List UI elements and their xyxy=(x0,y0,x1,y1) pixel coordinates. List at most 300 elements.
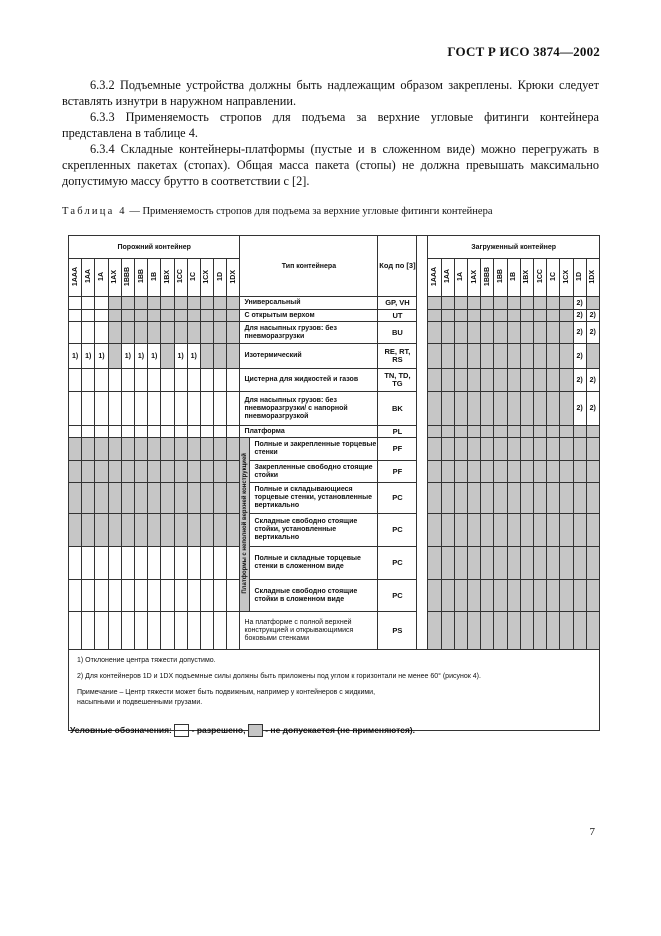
left-cell xyxy=(214,438,227,461)
right-cell xyxy=(468,514,481,547)
right-cell xyxy=(481,392,494,426)
table-notes xyxy=(69,650,600,731)
left-cell xyxy=(121,322,134,344)
right-col-label: 1BX xyxy=(523,269,531,284)
left-cell xyxy=(148,310,161,322)
left-col-label: 1CC xyxy=(177,269,185,284)
left-cell xyxy=(214,310,227,322)
left-cell xyxy=(174,297,187,310)
right-cell xyxy=(547,438,560,461)
table-caption-label: Таблица 4 xyxy=(62,206,127,217)
right-cell xyxy=(573,426,586,438)
left-cell xyxy=(121,426,134,438)
right-cell xyxy=(533,612,546,650)
right-cell xyxy=(533,322,546,344)
right-cell xyxy=(520,580,533,612)
left-cell xyxy=(69,297,82,310)
left-cell xyxy=(214,344,227,369)
left-cell xyxy=(174,547,187,580)
right-cell xyxy=(468,461,481,483)
left-cell xyxy=(108,547,121,580)
container-type-name: Полные и складывающиеся торцевые стенки, установленные вертикально xyxy=(250,483,378,514)
left-cell: 1) xyxy=(82,344,95,369)
left-col-header xyxy=(161,259,174,297)
right-col-label: 1CC xyxy=(536,269,544,284)
right-cell xyxy=(494,344,507,369)
left-col-header xyxy=(95,259,108,297)
right-cell xyxy=(454,369,467,392)
right-cell xyxy=(428,580,441,612)
left-cell xyxy=(121,392,134,426)
left-cell xyxy=(134,461,147,483)
right-cell xyxy=(441,344,454,369)
left-cell xyxy=(95,392,108,426)
left-col-header xyxy=(82,259,95,297)
left-cell xyxy=(200,426,213,438)
right-cell xyxy=(454,322,467,344)
left-cell xyxy=(82,426,95,438)
left-cell xyxy=(82,580,95,612)
loaded-container-header: Загруженный контейнер xyxy=(428,236,599,259)
left-cell xyxy=(95,547,108,580)
table-caption-text: — Применяемость стропов для подъема за верхние угловые фитинги контейнера xyxy=(126,206,493,217)
left-cell xyxy=(95,612,108,650)
container-type-name: Закрепленные свободно стоящие стойки xyxy=(250,461,378,483)
right-cell xyxy=(573,580,586,612)
left-cell xyxy=(69,369,82,392)
left-cell xyxy=(187,514,200,547)
left-cell xyxy=(134,514,147,547)
left-cell xyxy=(161,438,174,461)
container-code: PC xyxy=(378,483,417,514)
left-cell xyxy=(69,392,82,426)
right-cell xyxy=(533,310,546,322)
left-cell xyxy=(227,547,240,580)
right-cell xyxy=(533,344,546,369)
right-cell xyxy=(533,580,546,612)
left-cell xyxy=(161,612,174,650)
left-cell xyxy=(200,297,213,310)
left-cell xyxy=(200,461,213,483)
right-cell xyxy=(507,426,520,438)
left-cell xyxy=(134,297,147,310)
container-type-name: С открытым верхом xyxy=(240,310,378,322)
right-cell xyxy=(533,438,546,461)
left-cell xyxy=(227,344,240,369)
right-cell xyxy=(468,344,481,369)
right-cell xyxy=(468,369,481,392)
right-cell xyxy=(507,392,520,426)
left-cell xyxy=(174,612,187,650)
left-cell xyxy=(161,322,174,344)
left-cell xyxy=(69,438,82,461)
right-cell xyxy=(494,392,507,426)
left-cell xyxy=(200,580,213,612)
left-cell xyxy=(161,461,174,483)
left-cell xyxy=(227,322,240,344)
left-cell xyxy=(121,547,134,580)
left-cell xyxy=(82,297,95,310)
left-cell xyxy=(187,483,200,514)
right-col-label: 1B xyxy=(510,272,518,281)
right-col-label: 1BBB xyxy=(483,266,491,287)
right-cell xyxy=(428,344,441,369)
container-code: RE, RT, RS xyxy=(378,344,417,369)
right-cell xyxy=(468,438,481,461)
page-number: 7 xyxy=(589,826,595,838)
left-cell: 1) xyxy=(148,344,161,369)
left-cell xyxy=(161,392,174,426)
left-cell xyxy=(95,322,108,344)
right-cell xyxy=(560,297,573,310)
platform-group-label xyxy=(240,438,250,612)
right-col-label: 1A xyxy=(457,272,465,281)
left-cell xyxy=(187,580,200,612)
left-cell xyxy=(174,483,187,514)
right-cell xyxy=(520,297,533,310)
right-col-header xyxy=(586,259,599,297)
left-cell xyxy=(108,322,121,344)
right-cell xyxy=(560,580,573,612)
right-cell xyxy=(573,438,586,461)
container-type-name: На платформе с полной верхней конструкцией и открывающимися боковыми стенками xyxy=(240,612,378,650)
container-type-name: Складные свободно стоящие стойки, установленные вертикально xyxy=(250,514,378,547)
container-code: PL xyxy=(378,426,417,438)
right-cell xyxy=(560,310,573,322)
right-cell xyxy=(507,310,520,322)
left-cell xyxy=(108,297,121,310)
left-cell xyxy=(214,369,227,392)
right-cell xyxy=(454,426,467,438)
container-type-header: Тип контейнера xyxy=(240,236,378,297)
container-type-name: Изотермический xyxy=(240,344,378,369)
right-cell xyxy=(547,369,560,392)
left-cell xyxy=(161,483,174,514)
right-cell xyxy=(520,438,533,461)
right-cell xyxy=(441,580,454,612)
right-cell xyxy=(468,322,481,344)
left-cell xyxy=(227,461,240,483)
container-code: PF xyxy=(378,438,417,461)
left-cell xyxy=(82,514,95,547)
right-cell xyxy=(533,461,546,483)
left-cell xyxy=(108,514,121,547)
left-cell xyxy=(227,392,240,426)
left-cell xyxy=(214,483,227,514)
right-cell xyxy=(441,310,454,322)
left-cell xyxy=(95,369,108,392)
right-cell xyxy=(428,297,441,310)
left-cell xyxy=(95,483,108,514)
left-cell xyxy=(200,547,213,580)
left-cell xyxy=(148,514,161,547)
left-cell xyxy=(227,438,240,461)
right-cell xyxy=(507,514,520,547)
right-cell: 2) xyxy=(586,322,599,344)
left-cell xyxy=(95,297,108,310)
right-cell xyxy=(573,483,586,514)
container-type-name: Для насыпных грузов: без пневморазгрузки xyxy=(240,322,378,344)
left-cell xyxy=(121,369,134,392)
left-cell xyxy=(148,426,161,438)
right-cell xyxy=(494,612,507,650)
left-cell xyxy=(161,547,174,580)
left-cell xyxy=(187,310,200,322)
left-cell xyxy=(121,310,134,322)
right-cell xyxy=(586,483,599,514)
right-cell xyxy=(586,514,599,547)
left-col-label: 1AX xyxy=(111,269,119,284)
left-cell xyxy=(214,426,227,438)
right-cell xyxy=(481,297,494,310)
right-cell xyxy=(586,612,599,650)
right-cell xyxy=(428,322,441,344)
right-cell: 2) xyxy=(573,322,586,344)
right-cell xyxy=(533,392,546,426)
left-cell xyxy=(214,612,227,650)
right-cell xyxy=(428,426,441,438)
right-col-header xyxy=(560,259,573,297)
left-cell xyxy=(227,612,240,650)
right-col-header xyxy=(454,259,467,297)
right-cell xyxy=(547,297,560,310)
table-note: Примечание – Центр тяжести может быть подвижным, например у контейнеров с жидкими, xyxy=(77,689,376,696)
right-cell xyxy=(573,547,586,580)
right-cell xyxy=(468,392,481,426)
right-cell xyxy=(481,426,494,438)
left-col-header xyxy=(200,259,213,297)
left-cell: 1) xyxy=(95,344,108,369)
left-cell: 1) xyxy=(174,344,187,369)
left-cell xyxy=(134,438,147,461)
right-cell xyxy=(428,310,441,322)
left-cell xyxy=(214,297,227,310)
left-cell xyxy=(121,438,134,461)
left-cell xyxy=(134,612,147,650)
left-cell xyxy=(121,483,134,514)
right-cell xyxy=(494,369,507,392)
right-cell xyxy=(547,392,560,426)
right-cell: 2) xyxy=(573,297,586,310)
left-cell xyxy=(82,461,95,483)
right-cell xyxy=(573,612,586,650)
right-cell xyxy=(481,612,494,650)
right-cell xyxy=(441,547,454,580)
left-cell xyxy=(187,369,200,392)
left-col-label: 1CX xyxy=(203,269,211,284)
left-cell xyxy=(69,580,82,612)
right-cell xyxy=(428,438,441,461)
left-cell xyxy=(200,322,213,344)
right-cell xyxy=(481,580,494,612)
left-col-label: 1BBB xyxy=(124,266,132,287)
left-cell xyxy=(214,461,227,483)
container-code: PF xyxy=(378,461,417,483)
right-col-label: 1AAA xyxy=(431,266,439,287)
left-cell xyxy=(134,547,147,580)
right-col-label: 1AX xyxy=(470,269,478,284)
legend-denied: - не допускается (не применяются). xyxy=(262,724,416,735)
right-cell xyxy=(494,310,507,322)
container-code: BU xyxy=(378,322,417,344)
right-cell xyxy=(586,580,599,612)
table-note: 1) Отклонение центра тяжести допустимо. xyxy=(77,657,216,664)
right-cell xyxy=(533,547,546,580)
right-cell xyxy=(520,392,533,426)
left-cell xyxy=(187,547,200,580)
right-cell xyxy=(428,392,441,426)
right-cell xyxy=(533,297,546,310)
right-cell xyxy=(468,297,481,310)
left-cell xyxy=(174,392,187,426)
right-cell xyxy=(507,461,520,483)
right-cell xyxy=(441,483,454,514)
left-cell xyxy=(174,580,187,612)
right-cell xyxy=(547,547,560,580)
right-cell xyxy=(547,461,560,483)
left-col-label: 1C xyxy=(190,272,198,281)
left-cell xyxy=(187,297,200,310)
platform-group-text: Платформы с неполной верхней конструкцией xyxy=(241,453,248,594)
right-col-header xyxy=(481,259,494,297)
right-col-header xyxy=(494,259,507,297)
left-cell xyxy=(95,461,108,483)
right-col-header xyxy=(428,259,441,297)
left-cell xyxy=(148,612,161,650)
left-cell xyxy=(134,580,147,612)
right-cell xyxy=(547,580,560,612)
left-cell xyxy=(69,426,82,438)
paragraph-6-3-3: 6.3.3 Применяемость стропов для подъема за верхние угловые фитинги контейнера представлена в таблице 4. xyxy=(62,110,599,140)
left-cell xyxy=(174,322,187,344)
right-cell xyxy=(468,612,481,650)
left-cell xyxy=(187,392,200,426)
right-cell xyxy=(428,514,441,547)
container-code: BK xyxy=(378,392,417,426)
left-cell xyxy=(187,426,200,438)
left-cell xyxy=(161,310,174,322)
right-cell xyxy=(428,547,441,580)
right-cell xyxy=(454,514,467,547)
table-caption xyxy=(62,206,493,217)
container-type-name: Универсальный xyxy=(240,297,378,310)
right-col-label: 1D xyxy=(576,272,584,281)
right-cell xyxy=(560,483,573,514)
left-cell xyxy=(148,461,161,483)
left-cell xyxy=(174,438,187,461)
legend-prefix: Условные обозначения: xyxy=(70,724,172,735)
right-cell xyxy=(586,547,599,580)
left-cell xyxy=(108,612,121,650)
paragraph-6-3-4: 6.3.4 Складные контейнеры-платформы (пустые и в сложенном виде) можно перегружать в скрепленных пакетах (стопах). Общая масса пакета (стопы) не должна превышать максимально допустимую массу брутто в соответствии с [2]. xyxy=(62,142,599,188)
right-cell xyxy=(507,369,520,392)
left-cell xyxy=(161,426,174,438)
left-cell xyxy=(227,483,240,514)
left-cell xyxy=(214,514,227,547)
left-cell xyxy=(108,438,121,461)
left-cell xyxy=(148,322,161,344)
right-cell xyxy=(481,369,494,392)
right-cell xyxy=(468,426,481,438)
left-col-header xyxy=(108,259,121,297)
right-cell xyxy=(547,310,560,322)
left-cell xyxy=(82,438,95,461)
right-cell xyxy=(494,547,507,580)
left-cell xyxy=(200,369,213,392)
right-cell xyxy=(533,514,546,547)
right-cell xyxy=(428,369,441,392)
right-col-header xyxy=(533,259,546,297)
left-cell xyxy=(161,580,174,612)
right-cell xyxy=(441,322,454,344)
left-cell xyxy=(148,580,161,612)
right-cell xyxy=(586,297,599,310)
right-cell xyxy=(454,483,467,514)
right-cell xyxy=(586,461,599,483)
right-cell xyxy=(494,297,507,310)
right-cell xyxy=(454,612,467,650)
right-cell xyxy=(441,392,454,426)
left-cell xyxy=(121,612,134,650)
right-cell xyxy=(507,483,520,514)
right-cell xyxy=(520,426,533,438)
left-cell xyxy=(108,310,121,322)
container-type-name: Полные и закрепленные торцевые стенки xyxy=(250,438,378,461)
right-cell xyxy=(533,426,546,438)
left-cell xyxy=(69,310,82,322)
container-type-name: Для насыпных грузов: без пневморазгрузки/ с напорной пневморазгрузкой xyxy=(240,392,378,426)
left-cell xyxy=(134,369,147,392)
left-cell xyxy=(148,547,161,580)
left-cell xyxy=(187,612,200,650)
left-cell xyxy=(161,297,174,310)
right-cell xyxy=(507,322,520,344)
right-cell xyxy=(560,426,573,438)
right-cell xyxy=(507,438,520,461)
left-col-label: 1BX xyxy=(163,269,171,284)
left-cell xyxy=(161,344,174,369)
right-cell xyxy=(494,461,507,483)
right-cell xyxy=(454,344,467,369)
right-cell xyxy=(494,514,507,547)
right-cell xyxy=(520,514,533,547)
container-type-name: Складные свободно стоящие стойки в сложенном виде xyxy=(250,580,378,612)
right-col-label: 1CX xyxy=(562,269,570,284)
right-cell xyxy=(520,612,533,650)
right-cell xyxy=(454,297,467,310)
right-cell xyxy=(441,369,454,392)
left-cell xyxy=(174,514,187,547)
left-cell xyxy=(82,483,95,514)
left-cell xyxy=(200,514,213,547)
right-cell xyxy=(454,392,467,426)
left-cell xyxy=(200,344,213,369)
right-cell xyxy=(454,547,467,580)
left-cell xyxy=(82,547,95,580)
left-col-header xyxy=(187,259,200,297)
left-cell xyxy=(227,514,240,547)
right-cell xyxy=(454,461,467,483)
right-cell xyxy=(428,612,441,650)
left-cell: 1) xyxy=(187,344,200,369)
left-cell xyxy=(82,310,95,322)
table-note: насыпными и подвешенными грузами. xyxy=(77,699,203,706)
right-cell xyxy=(481,322,494,344)
left-cell xyxy=(95,438,108,461)
left-cell xyxy=(214,547,227,580)
left-cell xyxy=(148,438,161,461)
left-cell xyxy=(134,426,147,438)
